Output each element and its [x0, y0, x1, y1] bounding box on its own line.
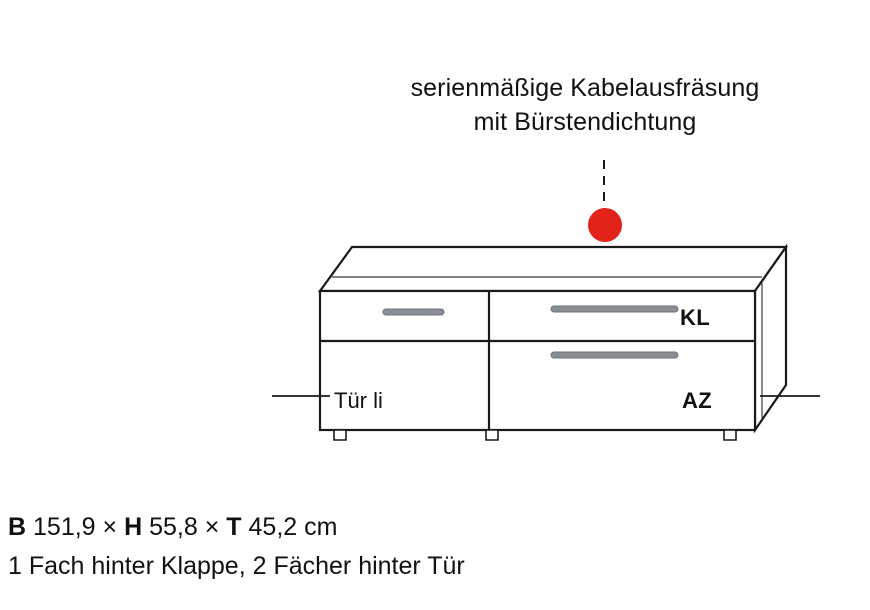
depth-value: 45,2 [248, 513, 298, 541]
callout-line-1: serienmäßige Kabelausfräsung [410, 74, 760, 102]
description-line: 1 Fach hinter Klappe, 2 Fächer hinter Tür [8, 551, 465, 580]
depth-prefix: T [226, 513, 242, 541]
flap-handle-lower [551, 352, 678, 358]
specifications [8, 508, 858, 586]
callout-line-2: mit Bürstendichtung [473, 107, 697, 136]
cabinet-foot-center [486, 430, 498, 440]
times-separator-2: × [204, 513, 220, 541]
width-prefix: B [8, 513, 27, 541]
cabinet-top-panel [320, 247, 786, 291]
cabinet-foot-right [724, 430, 736, 440]
dimensions-line [8, 508, 858, 547]
height-value: 55,8 [149, 513, 198, 541]
flap-handle-upper [551, 306, 678, 312]
height-prefix: H [124, 513, 143, 541]
label-tuer-li: Tür li [334, 388, 383, 413]
cabinet-foot-left [334, 430, 346, 440]
left-drawer-handle [383, 309, 444, 315]
width-value: 151,9 [33, 513, 96, 541]
label-kl: KL [680, 305, 710, 330]
unit-label: cm [304, 513, 338, 541]
label-az: AZ [682, 388, 712, 413]
cable-cutout-marker [588, 208, 622, 242]
times-separator-1: × [102, 513, 118, 541]
